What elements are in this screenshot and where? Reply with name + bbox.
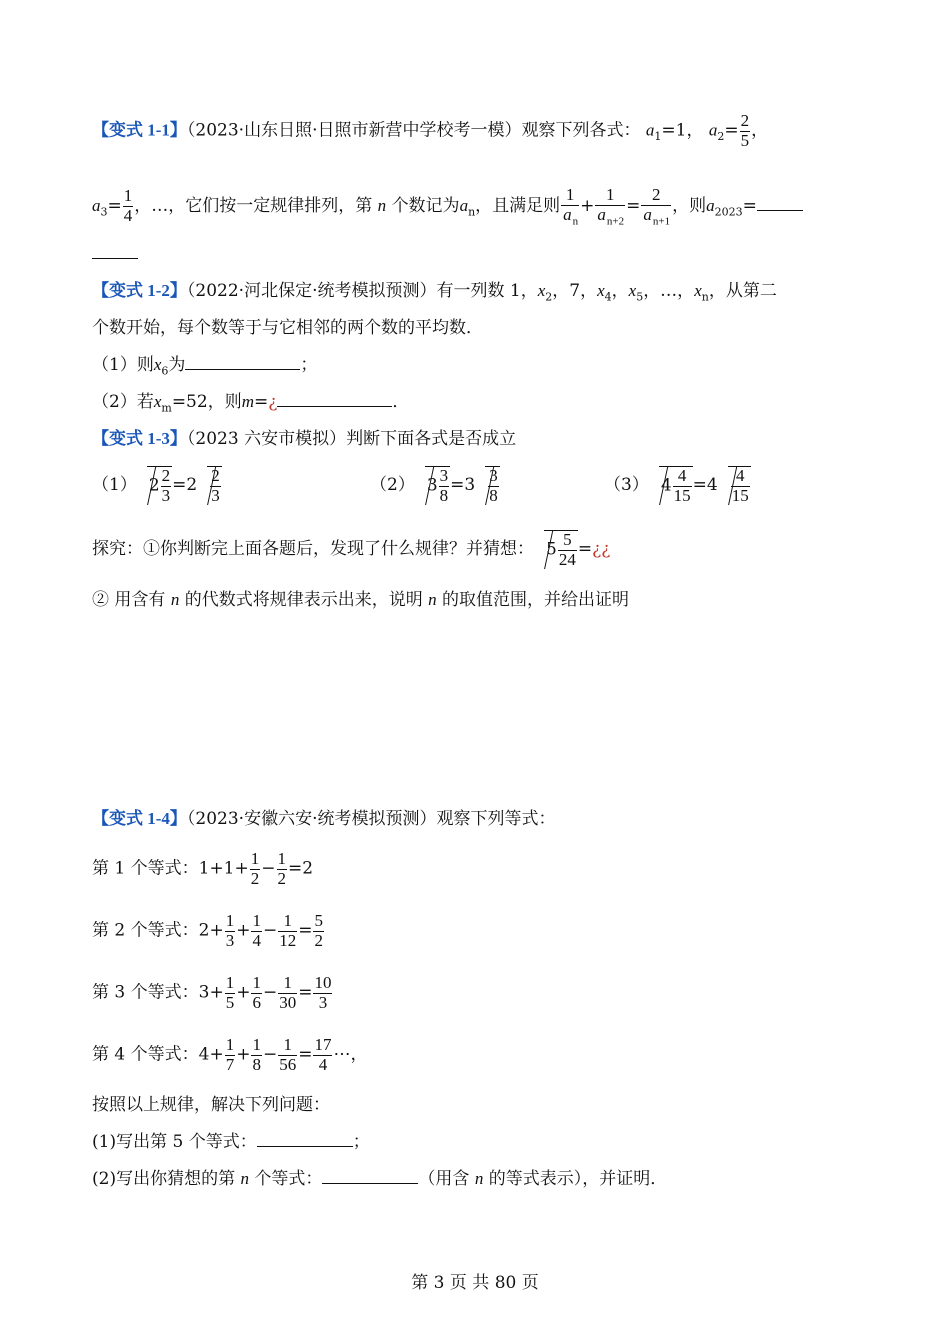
v13-task2b: 的代数式将规律表示出来，说明 xyxy=(184,590,423,610)
v14-eq2-eq: = xyxy=(298,920,313,941)
v13-e1den: 3 xyxy=(161,485,171,505)
v11-a2num: 2 xyxy=(740,111,750,130)
v13-e2-left-sqrt xyxy=(425,466,450,505)
v13-e2eq: =3 xyxy=(450,475,476,496)
v12-x5sub: 5 xyxy=(636,290,644,304)
v13-e3rden: 15 xyxy=(731,485,749,505)
v14-eq1-f1d: 2 xyxy=(250,868,260,888)
v11-frac1 xyxy=(561,186,579,227)
v12-q1-blank[interactable] xyxy=(185,369,300,370)
v13-expr2 xyxy=(370,466,500,505)
v14-eq4 xyxy=(92,1036,367,1074)
v14-eq3-f3d: 6 xyxy=(252,992,261,1012)
v14-eq2-f1n: 1 xyxy=(225,911,235,930)
v14-text: （2023·安徽六安·统考模拟预测）观察下列等式： xyxy=(186,809,556,829)
v11-frac2 xyxy=(595,186,625,227)
v14-eq4-rd: 4 xyxy=(318,1054,328,1074)
v13-explore xyxy=(92,530,610,569)
v14-eq3-label: 第 3 个等式： xyxy=(92,982,199,1003)
v13-geq: = xyxy=(577,539,593,560)
v11-ansub: n xyxy=(468,205,476,219)
v12-q2b: =52，则 xyxy=(171,392,242,412)
v11-answer-blank[interactable] xyxy=(757,210,803,211)
v11-text3: 个数记为 xyxy=(391,196,460,217)
v11-f2densub: n+2 xyxy=(606,215,625,228)
v12-x4: x xyxy=(597,281,605,300)
v13-e1num: 2 xyxy=(161,466,171,485)
v12-q2c: = xyxy=(253,392,269,412)
v14-eq4-label: 第 4 个等式： xyxy=(92,1044,199,1065)
v13-e3rnum: 4 xyxy=(731,467,750,487)
v13-e1-left-sqrt xyxy=(147,466,172,505)
v12-q1 xyxy=(92,356,317,376)
v11-a2-fraction xyxy=(740,112,751,150)
v14-eq2-r xyxy=(313,912,324,950)
v14-p2b: 个等式： xyxy=(254,1169,323,1189)
v13-e2label: （2） xyxy=(370,475,415,496)
v13-e1-right-sqrt xyxy=(207,466,222,505)
v14-p1-blank[interactable] xyxy=(257,1146,353,1147)
v14-eq3-eq: = xyxy=(298,982,313,1003)
v14-eq3-r xyxy=(313,974,332,1012)
v13-e1rnum: 2 xyxy=(211,466,220,485)
v14-eq2-a: 2+ xyxy=(198,920,224,941)
v14-p2c: （用含 xyxy=(418,1169,470,1189)
v14-eq4-f1d: 7 xyxy=(225,1054,235,1074)
v13-gnum: 5 xyxy=(558,531,577,551)
v14-eq2-f3 xyxy=(251,912,262,950)
v12-q1b: 为 xyxy=(168,355,186,375)
v14-eq2-b: + xyxy=(236,920,251,941)
v11-text4: ，且满足则 xyxy=(475,196,561,217)
v12-x5: x xyxy=(628,281,637,300)
v14-eq4-b: + xyxy=(236,1044,251,1065)
v14-eq4-f2d: 56 xyxy=(279,1054,297,1074)
v12-q2red: ¿ xyxy=(268,392,278,412)
v13-gden: 24 xyxy=(558,549,576,569)
v13-e3den: 15 xyxy=(673,485,691,505)
v13-e1eq: =2 xyxy=(172,475,198,496)
v13-e1rden: 3 xyxy=(211,485,220,505)
v13-text: （2023 六安市模拟）判断下面各式是否成立 xyxy=(186,429,517,449)
v13-task2a: ② 用含有 xyxy=(92,590,166,610)
v12-x2sub: 2 xyxy=(545,290,553,304)
v12-m: m xyxy=(241,392,254,411)
v14-p2-blank[interactable] xyxy=(322,1183,418,1184)
v14-eq4-f3d: 8 xyxy=(252,1054,261,1074)
v14-eq2-f1d: 3 xyxy=(225,930,235,950)
v14-p1a: (1)写出第 5 个等式： xyxy=(92,1132,257,1152)
v14-p2 xyxy=(92,1170,667,1188)
v13-e3eq: =4 xyxy=(692,475,718,496)
v14-eq4-f3 xyxy=(251,1036,262,1074)
v14-eq4-f1n: 1 xyxy=(225,1035,235,1054)
v13-expr1 xyxy=(92,466,222,505)
v14-eq1-a: 1+1+ xyxy=(198,858,249,879)
v14-eq4-rn: 17 xyxy=(314,1035,332,1054)
v13-e3r-frac xyxy=(731,467,750,505)
v14-eq1-op: − xyxy=(261,858,276,879)
v12-q2a: （2）若 xyxy=(92,392,154,412)
v13-task2c: 的取值范围，并给出证明 xyxy=(442,590,630,610)
v11-f1densub: n xyxy=(572,215,579,228)
v12-text3: ，…， xyxy=(643,281,695,301)
v11-a1val: =1， xyxy=(661,120,704,141)
v11-a2023: a xyxy=(706,196,715,216)
v12-tag: 【变式 1-2】 xyxy=(92,281,187,300)
v14-eq2-f3d: 4 xyxy=(252,930,261,950)
v13-e2int: 3 xyxy=(426,475,438,496)
v11-a3sub: 3 xyxy=(100,205,108,219)
v11-a2end: ， xyxy=(751,120,769,141)
v14-eq4-op: − xyxy=(262,1044,278,1065)
v14-eq3-f1 xyxy=(225,974,236,1012)
v11-tag: 【变式 1-1】 xyxy=(92,120,187,140)
v12-text1: （2022·河北保定·统考模拟预测）有一列数 1， xyxy=(186,281,538,301)
v14-tag: 【变式 1-4】 xyxy=(92,809,187,828)
v14-eq3 xyxy=(92,974,333,1012)
v11-n: n xyxy=(377,196,387,216)
v11-f2num: 1 xyxy=(595,186,625,206)
v13-gred: ¿¿ xyxy=(592,539,611,560)
v11-a2023sub: 2023 xyxy=(714,205,743,219)
v14-eq1-label: 第 1 个等式： xyxy=(92,858,199,879)
v11-source: （2023·山东日照·日照市新营中学校考一模）观察下列各式： xyxy=(186,120,641,141)
v14-n: n xyxy=(240,1169,249,1188)
v14-eq3-op: − xyxy=(262,982,278,1003)
v11-a3: a xyxy=(92,196,101,216)
v14-eq3-f3n: 1 xyxy=(252,973,261,992)
v11-text5: ，则 xyxy=(672,196,707,217)
v14-eq1-eq: =2 xyxy=(288,858,314,879)
v13-guess-sqrt xyxy=(544,530,578,569)
v14-eq2-f1 xyxy=(225,912,236,950)
v11-text2: ，…，它们按一定规律排列，第 xyxy=(134,196,373,217)
v12-q2 xyxy=(92,393,409,413)
v14-eq3-f2 xyxy=(278,974,297,1012)
v11-a3eq: = xyxy=(107,196,122,217)
v13-e3int: 4 xyxy=(660,475,672,496)
v13-e3-frac xyxy=(673,467,692,505)
v14-eq4-eq: = xyxy=(298,1044,313,1065)
v12-x6: x xyxy=(153,355,162,374)
v14-eq2-f2n: 1 xyxy=(278,912,297,932)
v12-x2: x xyxy=(537,281,546,300)
v11-line2 xyxy=(92,186,803,227)
v11-line3 xyxy=(92,244,138,263)
v13-e2rden: 8 xyxy=(489,485,498,505)
v13-e1label: （1） xyxy=(92,475,137,496)
v14-p1b: ； xyxy=(352,1132,370,1152)
v14-p2d: 的等式表示），并证明． xyxy=(488,1169,668,1189)
v14-eq1-f2 xyxy=(277,850,288,888)
v14-eq2-f2 xyxy=(278,912,297,950)
v13-explore-text: 探究：①你判断完上面各题后，发现了什么规律？并猜想： xyxy=(92,539,534,560)
v11-a2: a xyxy=(708,120,718,140)
v11-f1num: 1 xyxy=(561,186,579,206)
v12-q2d: ． xyxy=(392,392,410,412)
v13-e2den: 8 xyxy=(439,485,449,505)
v14-eq1-f1 xyxy=(250,850,261,888)
v11-an: a xyxy=(459,196,469,216)
v13-e2-frac xyxy=(439,467,450,505)
page-footer: 第 3 页 共 80 页 xyxy=(411,1273,539,1293)
v12-q2-blank[interactable] xyxy=(277,406,392,407)
v14-eq1-f2n: 1 xyxy=(277,849,286,868)
v14-eq1 xyxy=(92,850,313,888)
v14-eq4-f2 xyxy=(278,1036,297,1074)
v12-x6sub: 6 xyxy=(161,364,169,378)
v12-q1a: （1）则 xyxy=(92,355,154,375)
v11-a2den: 5 xyxy=(740,130,750,150)
v14-eq1-f2d: 2 xyxy=(277,868,286,888)
v12-xnsub: n xyxy=(701,290,709,304)
v14-eq3-a: 3+ xyxy=(198,982,224,1003)
v11-a1: a xyxy=(645,120,655,140)
v14-eq3-b: + xyxy=(236,982,251,1003)
v14-eq3-f1n: 1 xyxy=(225,973,235,992)
v13-gint: 5 xyxy=(546,539,557,560)
v12-line2: 个数开始，每个数等于与它相邻的两个数的平均数． xyxy=(92,318,483,338)
v14-eq4-f3n: 1 xyxy=(252,1035,261,1054)
v13-e2-right-sqrt xyxy=(485,466,500,505)
v11-f1den: a xyxy=(563,204,572,224)
v14-eq3-rn: 10 xyxy=(314,973,332,992)
v11-a2sub: 2 xyxy=(717,130,725,144)
v13-line1 xyxy=(92,430,516,448)
v14-eq4-r xyxy=(313,1036,332,1074)
v14-eq2-op: − xyxy=(262,920,278,941)
v11-a1sub: 1 xyxy=(654,130,662,144)
v13-expr3 xyxy=(604,466,751,505)
v12-q1c: ； xyxy=(300,355,318,375)
v14-eq4-tail: ⋯， xyxy=(333,1044,368,1065)
v11-f3num: 2 xyxy=(641,186,671,206)
v11-f3den: a xyxy=(643,204,652,224)
v13-e3num: 4 xyxy=(673,467,692,487)
v13-e1r-frac xyxy=(210,467,221,505)
v14-eq3-rd: 3 xyxy=(318,992,328,1012)
v14-eq2-rn: 5 xyxy=(314,911,323,930)
v13-guess-frac xyxy=(558,531,577,569)
v13-task2 xyxy=(92,591,629,609)
v13-e3-right-sqrt xyxy=(728,466,751,505)
v11-a3-fraction xyxy=(123,187,134,225)
v14-eq3-f2d: 30 xyxy=(279,992,297,1012)
v14-eq2-label: 第 2 个等式： xyxy=(92,920,199,941)
v12-text2: ，7， xyxy=(552,281,598,301)
v11-line1 xyxy=(92,112,768,150)
v11-plus: + xyxy=(580,196,595,217)
v14-p1 xyxy=(92,1134,370,1151)
v14-eq2-f3n: 1 xyxy=(252,911,261,930)
v12-line1 xyxy=(92,282,777,302)
v12-text4: ，从第二 xyxy=(708,281,777,301)
v13-n2: n xyxy=(428,590,437,609)
v13-e2r-frac xyxy=(488,467,499,505)
v11-f3densub: n+1 xyxy=(652,215,671,228)
v13-e3label: （3） xyxy=(604,475,649,496)
v14-eq3-f1d: 5 xyxy=(225,992,235,1012)
v14-p2a: (2)写出你猜想的第 xyxy=(92,1169,236,1189)
v14-eq2 xyxy=(92,912,325,950)
v11-frac3 xyxy=(641,186,671,227)
v11-f2den: a xyxy=(597,204,606,224)
v13-tag: 【变式 1-3】 xyxy=(92,429,187,448)
v14-rule: 按照以上规律，解决下列问题： xyxy=(92,1095,330,1115)
v11-answer-blank-cont[interactable] xyxy=(92,244,138,259)
v13-e2rnum: 3 xyxy=(489,466,498,485)
v14-eq2-f2d: 12 xyxy=(279,930,297,950)
v14-eq4-f2n: 1 xyxy=(278,1036,297,1056)
v14-n2: n xyxy=(474,1169,484,1188)
v14-eq2-rd: 2 xyxy=(314,930,323,950)
v12-xm: x xyxy=(153,392,162,411)
v11-a3den: 4 xyxy=(123,206,133,226)
v14-eq4-a: 4+ xyxy=(198,1044,224,1065)
v13-e3-left-sqrt xyxy=(659,466,693,505)
v12-c1: ， xyxy=(611,281,629,301)
v13-e1-frac xyxy=(161,467,172,505)
v14-eq3-f3 xyxy=(251,974,262,1012)
v13-e1int: 2 xyxy=(148,475,160,496)
v11-a3num: 1 xyxy=(123,186,133,206)
v11-a2eq: = xyxy=(724,120,739,141)
v14-eq3-f2n: 1 xyxy=(278,974,297,994)
v11-text6: = xyxy=(742,196,757,217)
v14-eq1-f1n: 1 xyxy=(250,849,260,868)
v12-x4sub: 4 xyxy=(604,290,612,304)
v11-eq: = xyxy=(626,196,641,217)
v13-n1: n xyxy=(170,590,180,609)
v12-xn: x xyxy=(694,281,702,300)
v12-xmsub: m xyxy=(161,401,172,415)
v14-line1 xyxy=(92,810,556,828)
v13-e2num: 3 xyxy=(439,466,449,485)
v14-eq4-f1 xyxy=(225,1036,236,1074)
